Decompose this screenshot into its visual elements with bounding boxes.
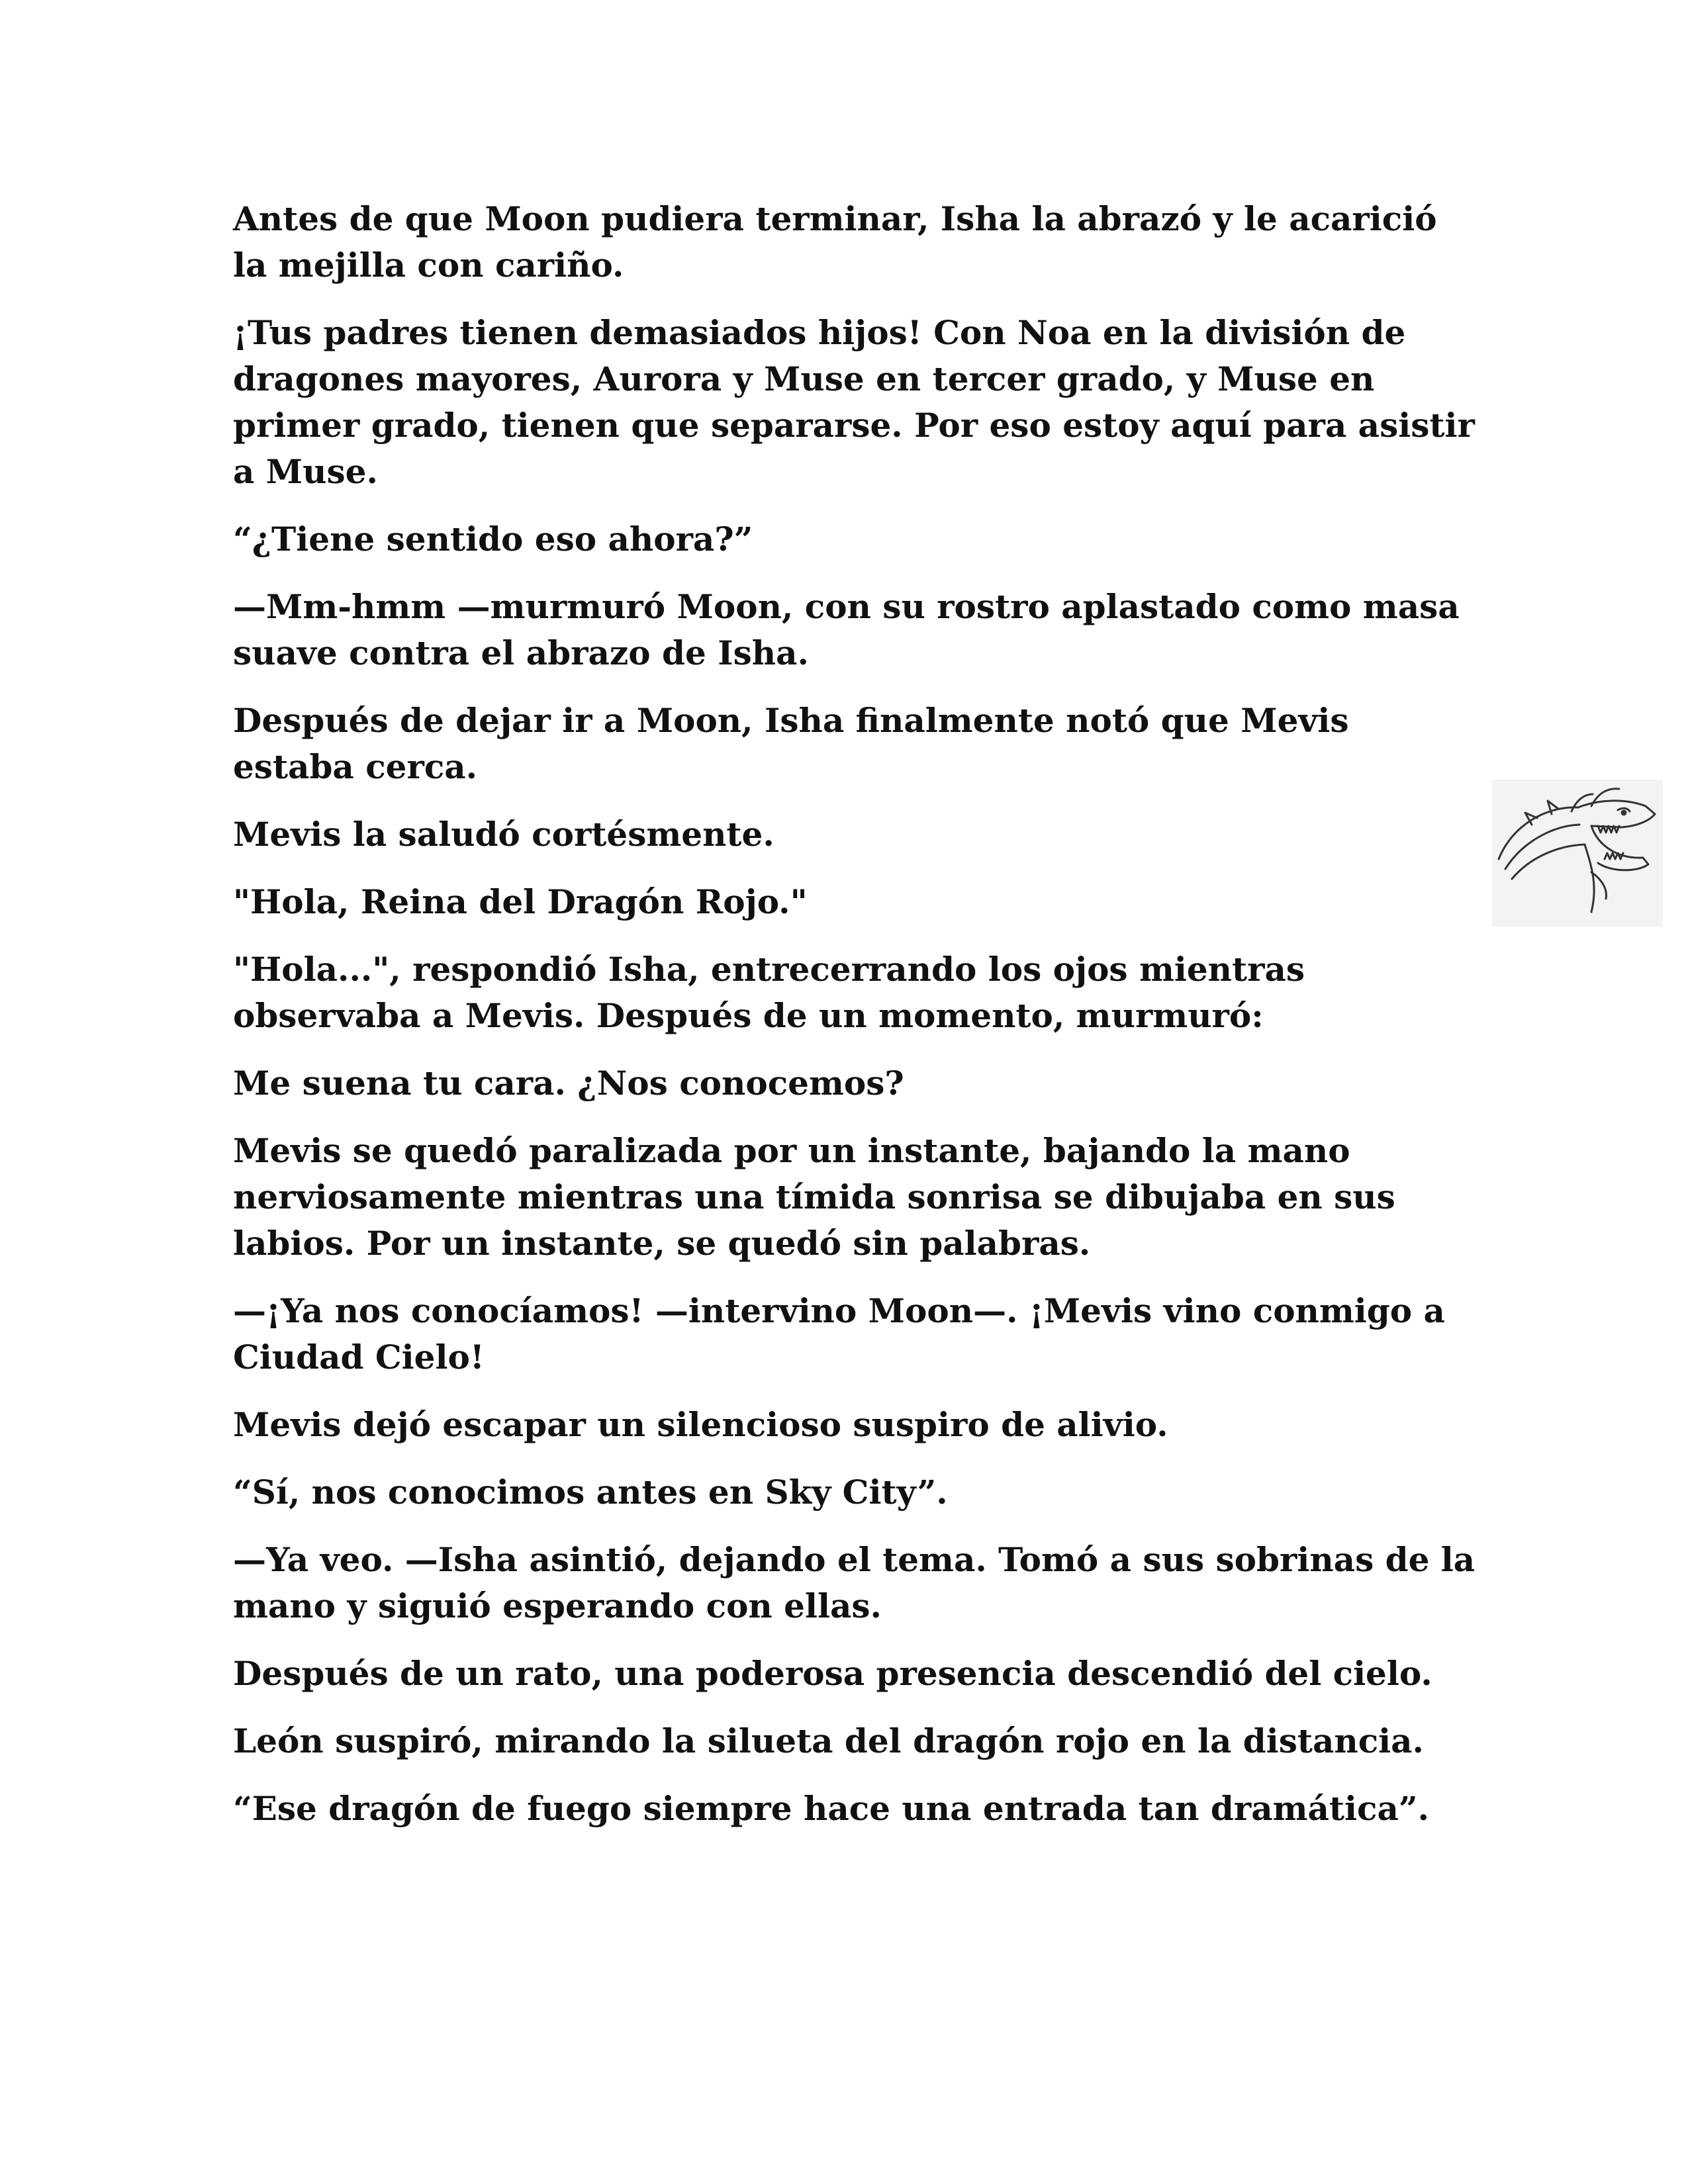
paragraph: ¡Tus padres tienen demasiados hijos! Con Noa en la división de dragones mayores, Aurora y Muse en tercer grado, y Muse en primer grado, tienen que separarse. Por eso estoy aquí para asistir a Muse. [233,313,1475,491]
paragraph: —Ya veo. —Isha asintió, dejando el tema. Tomó a sus sobrinas de la mano y siguió esperando con ellas. [233,1540,1476,1625]
paragraph: “¿Tiene sentido eso ahora?” [233,520,753,559]
paragraph: Después de un rato, una poderosa presencia descendió del cielo. [233,1654,1432,1693]
body-text [233,196,1477,1853]
dragon-sketch-icon [1492,780,1663,927]
paragraph: "Hola...", respondió Isha, entrecerrando los ojos mientras observaba a Mevis. Después de un momento, murmuró: [233,950,1305,1035]
paragraph: Mevis la saludó cortésmente. [233,815,774,854]
paragraph: “Ese dragón de fuego siempre hace una entrada tan dramática”. [233,1789,1430,1828]
paragraph: Me suena tu cara. ¿Nos conocemos? [233,1064,904,1103]
paragraph: Después de dejar ir a Moon, Isha finalmente notó que Mevis estaba cerca. [233,701,1349,786]
paragraph: "Hola, Reina del Dragón Rojo." [233,882,808,921]
paragraph: —¡Ya nos conocíamos! —intervino Moon—. ¡Mevis vino conmigo a Ciudad Cielo! [233,1291,1445,1377]
paragraph: Antes de que Moon pudiera terminar, Isha la abrazó y le acarició la mejilla con cariño. [233,199,1437,285]
paragraph: Mevis se quedó paralizada por un instante, bajando la mano nerviosamente mientras una tímida sonrisa se dibujaba en sus labios. Por un instante, se quedó sin palabras. [233,1131,1395,1263]
paragraph: “Sí, nos conocimos antes en Sky City”. [233,1473,948,1512]
paragraph: —Mm-hmm —murmuró Moon, con su rostro aplastado como masa suave contra el abrazo de Isha. [233,587,1460,672]
paragraph: Mevis dejó escapar un silencioso suspiro de alivio. [233,1405,1168,1444]
paragraph: León suspiró, mirando la silueta del dragón rojo en la distancia. [233,1721,1424,1760]
